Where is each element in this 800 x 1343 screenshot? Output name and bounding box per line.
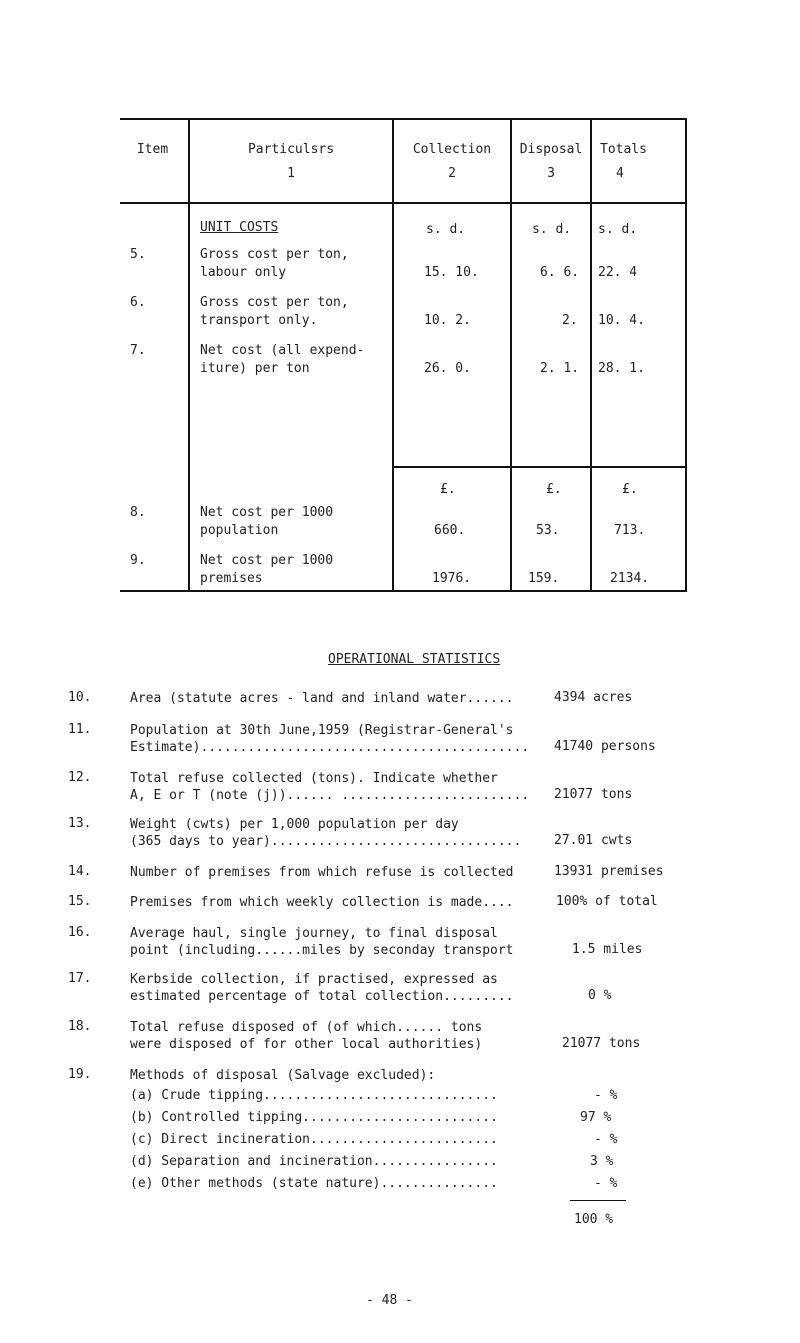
row-6-totals: 10. 4.: [598, 313, 645, 328]
method-e-label: (e) Other methods (state nature)...............: [130, 1176, 498, 1191]
section-heading: OPERATIONAL STATISTICS: [328, 652, 501, 667]
stat-11-text: Population at 30th June,1959 (Registrar-General's Estimate)..........................................: [130, 723, 530, 755]
header-particulars: Particulsrs: [247, 142, 335, 157]
stat-10-value: 4394 acres: [554, 690, 633, 705]
stat-13-text: Weight (cwts) per 1,000 population per day (365 days to year)................................: [130, 817, 522, 849]
col-divider-4: [590, 118, 592, 592]
col-divider-3: [510, 118, 512, 592]
row-8-totals: 713.: [614, 523, 646, 538]
row-8-item: 8.: [130, 505, 146, 520]
stat-17-value: 0 %: [588, 988, 612, 1003]
table-section-divider: [392, 466, 687, 468]
method-a-label: (a) Crude tipping..............................: [130, 1088, 498, 1103]
stat-12-value: 21077 tons: [554, 787, 633, 802]
header-totals: Totals: [600, 142, 647, 157]
stat-15-text: Premises from which weekly collection is made....: [130, 895, 514, 910]
row-9-label-2: premises: [200, 571, 263, 586]
stat-17-num: 17.: [68, 971, 92, 986]
stat-18-value: 21077 tons: [562, 1036, 641, 1051]
header-disposal-num: 3: [547, 166, 555, 181]
row-6-disposal: 2.: [562, 313, 578, 328]
stat-18-text: Total refuse disposed of (of which...... tons were disposed of for other local authorities): [130, 1020, 483, 1052]
stat-10-num: 10.: [68, 690, 92, 705]
row-9-label-1: Net cost per 1000: [200, 553, 334, 568]
header-collection-num: 2: [448, 166, 456, 181]
method-e-value: - %: [594, 1176, 618, 1191]
disposal-sd-unit: s. d.: [532, 222, 572, 237]
stat-15-value: 100% of total: [556, 894, 658, 909]
table-top-border: [120, 118, 687, 120]
row-9-totals: 2134.: [610, 571, 650, 586]
row-8-disposal: 53.: [536, 523, 560, 538]
stat-19-num: 19.: [68, 1067, 92, 1082]
row-6-label-2: transport only.: [200, 313, 318, 328]
stat-16-text: Average haul, single journey, to final disposal point (including......miles by seconday transport: [130, 926, 514, 958]
row-6-item: 6.: [130, 295, 146, 310]
stat-14-num: 14.: [68, 864, 92, 879]
row-8-collection: 660.: [434, 523, 466, 538]
stat-13-num: 13.: [68, 816, 92, 831]
stat-14-value: 13931 premises: [554, 864, 664, 879]
disposal-pound-unit: £.: [546, 482, 562, 497]
totals-sd-unit: s. d.: [598, 222, 638, 237]
row-8-label-2: population: [200, 523, 279, 538]
stat-12-text: Total refuse collected (tons). Indicate whether A, E or T (note (j))...... ........................: [130, 771, 530, 803]
row-7-totals: 28. 1.: [598, 361, 645, 376]
stat-10-text: Area (statute acres - land and inland water......: [130, 691, 514, 706]
method-c-label: (c) Direct incineration........................: [130, 1132, 498, 1147]
stat-12-num: 12.: [68, 770, 92, 785]
stat-11-num: 11.: [68, 722, 92, 737]
stat-16-num: 16.: [68, 925, 92, 940]
method-c-value: - %: [594, 1132, 618, 1147]
col-divider-1: [188, 118, 190, 592]
row-7-collection: 26. 0.: [424, 361, 471, 376]
row-5-label-1: Gross cost per ton,: [200, 247, 349, 262]
row-7-label-2: iture) per ton: [200, 361, 310, 376]
stat-17-text: Kerbside collection, if practised, expressed as estimated percentage of total collection.........: [130, 972, 514, 1004]
row-5-collection: 15. 10.: [424, 265, 479, 280]
row-9-collection: 1976.: [432, 571, 472, 586]
method-d-value: 3 %: [590, 1154, 614, 1169]
row-9-disposal: 159.: [528, 571, 560, 586]
table-bottom-border: [120, 590, 687, 592]
method-b-label: (b) Controlled tipping.........................: [130, 1110, 498, 1125]
method-b-value: 97 %: [580, 1110, 612, 1125]
row-5-label-2: labour only: [200, 265, 287, 280]
header-item: Item: [136, 142, 169, 157]
stat-18-num: 18.: [68, 1019, 92, 1034]
table-header-border: [120, 202, 687, 204]
stat-11-value: 41740 persons: [554, 739, 656, 754]
stat-13-value: 27.01 cwts: [554, 833, 633, 848]
stat-14-text: Number of premises from which refuse is collected: [130, 865, 514, 880]
methods-total: 100 %: [574, 1212, 614, 1227]
row-6-collection: 10. 2.: [424, 313, 471, 328]
stat-16-value: 1.5 miles: [572, 942, 643, 957]
methods-total-rule: [570, 1200, 626, 1201]
row-8-label-1: Net cost per 1000: [200, 505, 334, 520]
row-5-item: 5.: [130, 247, 146, 262]
row-7-item: 7.: [130, 343, 146, 358]
row-6-label-1: Gross cost per ton,: [200, 295, 349, 310]
stat-19-text: Methods of disposal (Salvage excluded):: [130, 1068, 436, 1083]
header-disposal: Disposal: [519, 142, 583, 157]
header-particulars-num: 1: [287, 166, 295, 181]
unit-costs-label: UNIT COSTS: [200, 220, 279, 235]
row-5-totals: 22. 4: [598, 265, 638, 280]
collection-sd-unit: s. d.: [426, 222, 466, 237]
row-7-disposal: 2. 1.: [540, 361, 580, 376]
header-totals-num: 4: [616, 166, 624, 181]
totals-pound-unit: £.: [622, 482, 638, 497]
col-divider-2: [392, 118, 394, 592]
method-a-value: - %: [594, 1088, 618, 1103]
collection-pound-unit: £.: [440, 482, 456, 497]
col-divider-5: [685, 118, 687, 592]
row-7-label-1: Net cost (all expend-: [200, 343, 365, 358]
method-d-label: (d) Separation and incineration................: [130, 1154, 498, 1169]
row-9-item: 9.: [130, 553, 146, 568]
header-collection: Collection: [412, 142, 492, 157]
row-5-disposal: 6. 6.: [540, 265, 580, 280]
stat-15-num: 15.: [68, 894, 92, 909]
page-number: - 48 -: [366, 1293, 413, 1308]
